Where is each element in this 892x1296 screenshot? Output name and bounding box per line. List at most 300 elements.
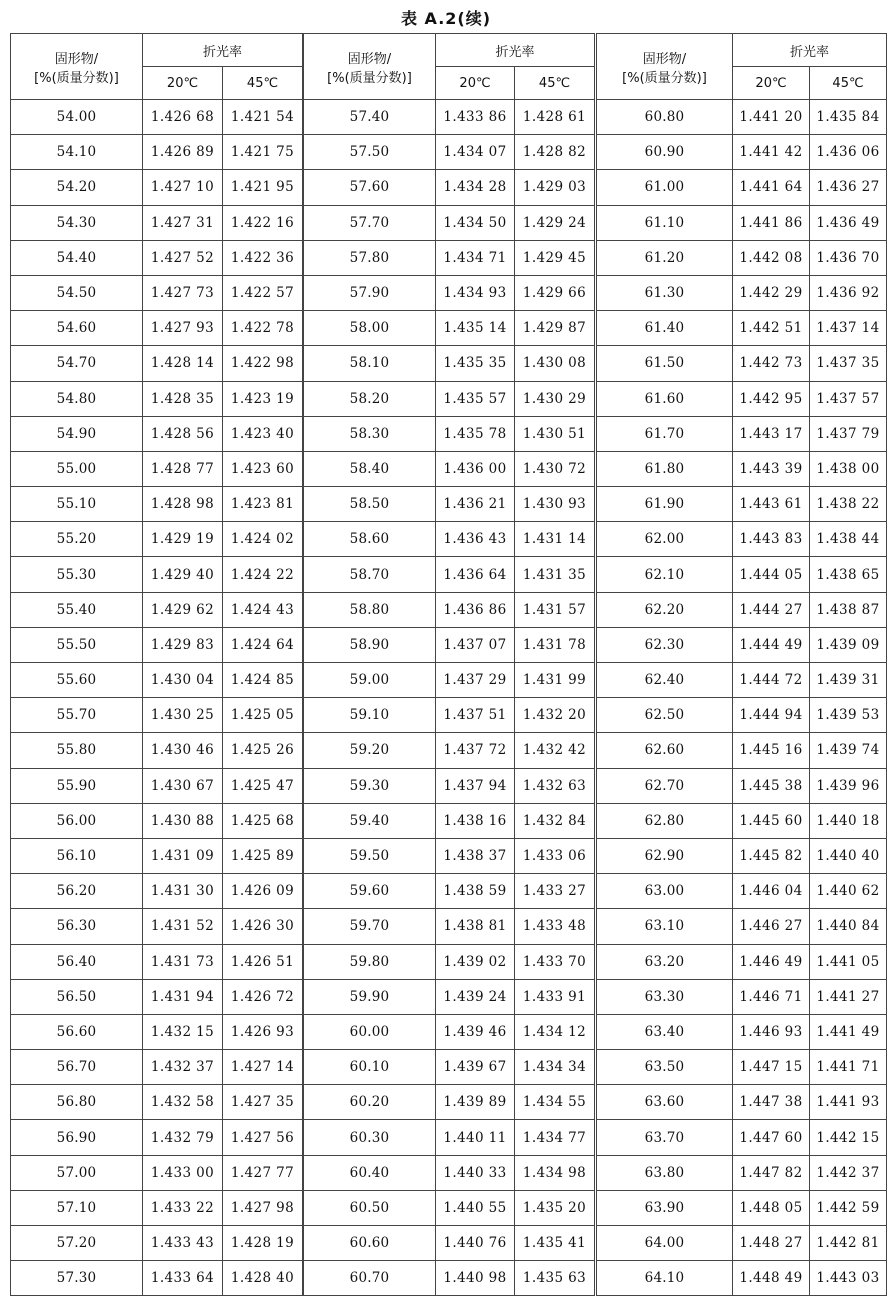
cell-solids: 56.20 bbox=[11, 874, 143, 909]
cell-ri-20: 1.435 78 bbox=[436, 416, 515, 451]
cell-ri-45: 1.427 98 bbox=[223, 1190, 303, 1225]
cell-ri-45: 1.427 14 bbox=[223, 1050, 303, 1085]
cell-ri-45: 1.439 09 bbox=[810, 627, 887, 662]
cell-ri-45: 1.428 40 bbox=[223, 1261, 303, 1296]
cell-ri-20: 1.448 49 bbox=[733, 1261, 810, 1296]
cell-ri-20: 1.428 35 bbox=[143, 381, 223, 416]
cell-ri-20: 1.444 94 bbox=[733, 698, 810, 733]
cell-ri-20: 1.444 27 bbox=[733, 592, 810, 627]
table-row bbox=[11, 311, 303, 346]
cell-ri-45: 1.438 00 bbox=[810, 451, 887, 486]
cell-solids: 59.40 bbox=[304, 803, 436, 838]
table-row bbox=[304, 698, 595, 733]
cell-solids: 56.50 bbox=[11, 979, 143, 1014]
cell-ri-45: 1.441 93 bbox=[810, 1085, 887, 1120]
cell-ri-45: 1.440 40 bbox=[810, 838, 887, 873]
table-row bbox=[11, 803, 303, 838]
table-row bbox=[304, 1014, 595, 1049]
cell-ri-20: 1.445 38 bbox=[733, 768, 810, 803]
table-row bbox=[11, 451, 303, 486]
cell-ri-20: 1.428 56 bbox=[143, 416, 223, 451]
cell-ri-20: 1.429 40 bbox=[143, 557, 223, 592]
table-row bbox=[11, 592, 303, 627]
table-row bbox=[304, 557, 595, 592]
table-row bbox=[11, 627, 303, 662]
cell-solids: 60.70 bbox=[304, 1261, 436, 1296]
cell-ri-20: 1.448 05 bbox=[733, 1190, 810, 1225]
cell-solids: 62.40 bbox=[597, 663, 733, 698]
cell-ri-45: 1.421 75 bbox=[223, 135, 303, 170]
cell-ri-45: 1.438 22 bbox=[810, 487, 887, 522]
cell-ri-45: 1.422 98 bbox=[223, 346, 303, 381]
cell-ri-45: 1.429 24 bbox=[515, 205, 595, 240]
table-row bbox=[304, 522, 595, 557]
cell-ri-20: 1.436 21 bbox=[436, 487, 515, 522]
cell-ri-45: 1.429 66 bbox=[515, 275, 595, 310]
cell-ri-45: 1.427 77 bbox=[223, 1155, 303, 1190]
cell-ri-20: 1.431 30 bbox=[143, 874, 223, 909]
table-row bbox=[11, 1155, 303, 1190]
cell-ri-20: 1.433 22 bbox=[143, 1190, 223, 1225]
cell-ri-20: 1.431 73 bbox=[143, 944, 223, 979]
cell-solids: 62.50 bbox=[597, 698, 733, 733]
table-row bbox=[304, 170, 595, 205]
cell-ri-20: 1.438 37 bbox=[436, 838, 515, 873]
cell-solids: 58.60 bbox=[304, 522, 436, 557]
cell-ri-45: 1.438 87 bbox=[810, 592, 887, 627]
cell-ri-45: 1.441 27 bbox=[810, 979, 887, 1014]
cell-ri-45: 1.432 20 bbox=[515, 698, 595, 733]
cell-solids: 54.60 bbox=[11, 311, 143, 346]
cell-ri-45: 1.427 56 bbox=[223, 1120, 303, 1155]
table-row bbox=[11, 1085, 303, 1120]
cell-ri-20: 1.429 19 bbox=[143, 522, 223, 557]
cell-solids: 61.00 bbox=[597, 170, 733, 205]
cell-ri-20: 1.442 73 bbox=[733, 346, 810, 381]
table-row bbox=[11, 1261, 303, 1296]
cell-solids: 55.20 bbox=[11, 522, 143, 557]
cell-solids: 57.80 bbox=[304, 240, 436, 275]
table-row bbox=[597, 135, 887, 170]
table-row bbox=[11, 557, 303, 592]
cell-ri-20: 1.427 31 bbox=[143, 205, 223, 240]
cell-solids: 63.50 bbox=[597, 1050, 733, 1085]
cell-ri-45: 1.437 14 bbox=[810, 311, 887, 346]
table-row bbox=[597, 240, 887, 275]
cell-ri-45: 1.428 61 bbox=[515, 100, 595, 135]
table-row bbox=[11, 1050, 303, 1085]
cell-ri-20: 1.437 51 bbox=[436, 698, 515, 733]
header-temp-45: 45℃ bbox=[810, 67, 887, 100]
cell-ri-20: 1.447 60 bbox=[733, 1120, 810, 1155]
table-row bbox=[597, 733, 887, 768]
cell-solids: 57.10 bbox=[11, 1190, 143, 1225]
table-row bbox=[304, 803, 595, 838]
cell-solids: 58.50 bbox=[304, 487, 436, 522]
cell-ri-45: 1.428 82 bbox=[515, 135, 595, 170]
header-solids-line2: [%(质量分数)] bbox=[622, 70, 707, 86]
table-row bbox=[11, 944, 303, 979]
cell-solids: 54.50 bbox=[11, 275, 143, 310]
cell-solids: 58.80 bbox=[304, 592, 436, 627]
cell-ri-45: 1.439 53 bbox=[810, 698, 887, 733]
cell-ri-20: 1.440 33 bbox=[436, 1155, 515, 1190]
cell-ri-20: 1.437 72 bbox=[436, 733, 515, 768]
cell-ri-20: 1.428 98 bbox=[143, 487, 223, 522]
cell-solids: 61.20 bbox=[597, 240, 733, 275]
header-temp-45: 45℃ bbox=[223, 67, 303, 100]
cell-ri-45: 1.432 63 bbox=[515, 768, 595, 803]
table-row bbox=[597, 944, 887, 979]
cell-ri-45: 1.426 93 bbox=[223, 1014, 303, 1049]
table-block-2 bbox=[303, 33, 595, 1296]
cell-solids: 61.90 bbox=[597, 487, 733, 522]
header-temp-45: 45℃ bbox=[515, 67, 595, 100]
cell-ri-45: 1.429 87 bbox=[515, 311, 595, 346]
cell-ri-45: 1.430 93 bbox=[515, 487, 595, 522]
cell-solids: 64.00 bbox=[597, 1226, 733, 1261]
cell-solids: 57.20 bbox=[11, 1226, 143, 1261]
cell-ri-20: 1.441 20 bbox=[733, 100, 810, 135]
cell-ri-45: 1.437 35 bbox=[810, 346, 887, 381]
cell-ri-20: 1.437 07 bbox=[436, 627, 515, 662]
table-row bbox=[11, 979, 303, 1014]
cell-ri-45: 1.432 42 bbox=[515, 733, 595, 768]
cell-ri-20: 1.443 83 bbox=[733, 522, 810, 557]
cell-ri-45: 1.431 78 bbox=[515, 627, 595, 662]
table-row bbox=[304, 487, 595, 522]
cell-solids: 56.10 bbox=[11, 838, 143, 873]
table-row bbox=[304, 416, 595, 451]
cell-ri-45: 1.441 05 bbox=[810, 944, 887, 979]
cell-ri-20: 1.444 05 bbox=[733, 557, 810, 592]
table-row bbox=[304, 944, 595, 979]
cell-solids: 55.40 bbox=[11, 592, 143, 627]
cell-solids: 56.40 bbox=[11, 944, 143, 979]
table-row bbox=[11, 135, 303, 170]
cell-solids: 54.40 bbox=[11, 240, 143, 275]
cell-solids: 55.70 bbox=[11, 698, 143, 733]
cell-ri-20: 1.435 57 bbox=[436, 381, 515, 416]
table-row bbox=[597, 663, 887, 698]
cell-solids: 61.80 bbox=[597, 451, 733, 486]
table-row bbox=[304, 205, 595, 240]
table-block-1 bbox=[10, 33, 303, 1296]
cell-solids: 55.80 bbox=[11, 733, 143, 768]
cell-ri-20: 1.439 67 bbox=[436, 1050, 515, 1085]
cell-solids: 58.00 bbox=[304, 311, 436, 346]
cell-solids: 55.90 bbox=[11, 768, 143, 803]
cell-ri-45: 1.433 70 bbox=[515, 944, 595, 979]
cell-ri-45: 1.429 45 bbox=[515, 240, 595, 275]
table-row bbox=[597, 1190, 887, 1225]
table-row bbox=[304, 627, 595, 662]
cell-ri-20: 1.442 51 bbox=[733, 311, 810, 346]
cell-ri-45: 1.422 57 bbox=[223, 275, 303, 310]
cell-ri-20: 1.439 89 bbox=[436, 1085, 515, 1120]
cell-ri-20: 1.434 50 bbox=[436, 205, 515, 240]
header-refractive-index: 折光率 bbox=[733, 34, 887, 67]
cell-ri-20: 1.437 29 bbox=[436, 663, 515, 698]
cell-ri-45: 1.425 26 bbox=[223, 733, 303, 768]
cell-solids: 57.50 bbox=[304, 135, 436, 170]
cell-ri-45: 1.426 30 bbox=[223, 909, 303, 944]
cell-ri-45: 1.423 60 bbox=[223, 451, 303, 486]
table-row bbox=[304, 381, 595, 416]
cell-solids: 60.80 bbox=[597, 100, 733, 135]
cell-solids: 54.80 bbox=[11, 381, 143, 416]
cell-ri-20: 1.446 49 bbox=[733, 944, 810, 979]
cell-ri-20: 1.428 14 bbox=[143, 346, 223, 381]
header-refractive-index: 折光率 bbox=[436, 34, 595, 67]
cell-ri-45: 1.434 12 bbox=[515, 1014, 595, 1049]
cell-ri-20: 1.438 16 bbox=[436, 803, 515, 838]
cell-solids: 54.30 bbox=[11, 205, 143, 240]
table-row bbox=[304, 346, 595, 381]
cell-ri-45: 1.425 89 bbox=[223, 838, 303, 873]
table-row bbox=[304, 1120, 595, 1155]
cell-ri-20: 1.436 00 bbox=[436, 451, 515, 486]
cell-ri-20: 1.437 94 bbox=[436, 768, 515, 803]
cell-solids: 56.00 bbox=[11, 803, 143, 838]
cell-solids: 58.90 bbox=[304, 627, 436, 662]
cell-ri-45: 1.424 02 bbox=[223, 522, 303, 557]
cell-ri-20: 1.447 15 bbox=[733, 1050, 810, 1085]
cell-ri-20: 1.430 04 bbox=[143, 663, 223, 698]
table-row bbox=[304, 733, 595, 768]
table-row bbox=[11, 170, 303, 205]
cell-solids: 58.10 bbox=[304, 346, 436, 381]
cell-solids: 63.80 bbox=[597, 1155, 733, 1190]
table-row bbox=[11, 1014, 303, 1049]
table-row bbox=[304, 874, 595, 909]
cell-ri-20: 1.435 35 bbox=[436, 346, 515, 381]
cell-solids: 56.30 bbox=[11, 909, 143, 944]
table-row bbox=[304, 1261, 595, 1296]
table-row bbox=[597, 1155, 887, 1190]
cell-ri-45: 1.427 35 bbox=[223, 1085, 303, 1120]
table-row bbox=[597, 275, 887, 310]
cell-solids: 59.30 bbox=[304, 768, 436, 803]
cell-solids: 61.70 bbox=[597, 416, 733, 451]
cell-ri-20: 1.440 55 bbox=[436, 1190, 515, 1225]
cell-ri-45: 1.430 51 bbox=[515, 416, 595, 451]
cell-solids: 56.70 bbox=[11, 1050, 143, 1085]
cell-ri-45: 1.431 35 bbox=[515, 557, 595, 592]
cell-solids: 58.70 bbox=[304, 557, 436, 592]
cell-ri-45: 1.425 05 bbox=[223, 698, 303, 733]
cell-solids: 61.30 bbox=[597, 275, 733, 310]
cell-ri-20: 1.446 93 bbox=[733, 1014, 810, 1049]
table-row bbox=[597, 487, 887, 522]
table-row bbox=[597, 100, 887, 135]
cell-ri-20: 1.431 94 bbox=[143, 979, 223, 1014]
cell-solids: 55.00 bbox=[11, 451, 143, 486]
header-solids bbox=[597, 34, 733, 100]
cell-ri-45: 1.442 15 bbox=[810, 1120, 887, 1155]
cell-ri-45: 1.424 22 bbox=[223, 557, 303, 592]
table-row bbox=[11, 1190, 303, 1225]
cell-ri-45: 1.436 49 bbox=[810, 205, 887, 240]
table-row bbox=[597, 557, 887, 592]
table-row bbox=[11, 909, 303, 944]
cell-ri-20: 1.439 02 bbox=[436, 944, 515, 979]
cell-ri-45: 1.435 20 bbox=[515, 1190, 595, 1225]
cell-ri-20: 1.434 71 bbox=[436, 240, 515, 275]
table-row bbox=[304, 100, 595, 135]
table-row bbox=[597, 205, 887, 240]
table-row bbox=[304, 979, 595, 1014]
cell-solids: 56.90 bbox=[11, 1120, 143, 1155]
table-row bbox=[597, 627, 887, 662]
cell-ri-45: 1.430 72 bbox=[515, 451, 595, 486]
cell-ri-20: 1.428 77 bbox=[143, 451, 223, 486]
cell-ri-20: 1.431 52 bbox=[143, 909, 223, 944]
table-row bbox=[304, 1155, 595, 1190]
cell-solids: 54.20 bbox=[11, 170, 143, 205]
cell-solids: 63.00 bbox=[597, 874, 733, 909]
cell-ri-20: 1.434 28 bbox=[436, 170, 515, 205]
cell-solids: 58.40 bbox=[304, 451, 436, 486]
cell-solids: 63.70 bbox=[597, 1120, 733, 1155]
cell-solids: 60.50 bbox=[304, 1190, 436, 1225]
cell-ri-45: 1.443 03 bbox=[810, 1261, 887, 1296]
cell-ri-45: 1.426 51 bbox=[223, 944, 303, 979]
cell-solids: 56.60 bbox=[11, 1014, 143, 1049]
table-row bbox=[304, 663, 595, 698]
cell-ri-20: 1.442 29 bbox=[733, 275, 810, 310]
cell-ri-45: 1.422 78 bbox=[223, 311, 303, 346]
cell-ri-20: 1.447 82 bbox=[733, 1155, 810, 1190]
cell-solids: 57.40 bbox=[304, 100, 436, 135]
table-row bbox=[597, 874, 887, 909]
cell-ri-45: 1.431 14 bbox=[515, 522, 595, 557]
cell-ri-45: 1.438 65 bbox=[810, 557, 887, 592]
cell-ri-20: 1.431 09 bbox=[143, 838, 223, 873]
cell-solids: 62.60 bbox=[597, 733, 733, 768]
table-row bbox=[11, 416, 303, 451]
table-row bbox=[597, 592, 887, 627]
cell-ri-45: 1.424 85 bbox=[223, 663, 303, 698]
cell-ri-20: 1.427 52 bbox=[143, 240, 223, 275]
header-solids bbox=[304, 34, 436, 100]
cell-ri-45: 1.436 06 bbox=[810, 135, 887, 170]
cell-ri-20: 1.430 46 bbox=[143, 733, 223, 768]
cell-ri-20: 1.430 67 bbox=[143, 768, 223, 803]
table-row bbox=[11, 522, 303, 557]
cell-ri-45: 1.433 06 bbox=[515, 838, 595, 873]
table-row bbox=[304, 275, 595, 310]
cell-ri-20: 1.433 00 bbox=[143, 1155, 223, 1190]
cell-solids: 57.60 bbox=[304, 170, 436, 205]
cell-solids: 62.80 bbox=[597, 803, 733, 838]
cell-ri-20: 1.436 64 bbox=[436, 557, 515, 592]
cell-ri-20: 1.429 83 bbox=[143, 627, 223, 662]
cell-ri-45: 1.439 31 bbox=[810, 663, 887, 698]
cell-solids: 61.10 bbox=[597, 205, 733, 240]
cell-ri-45: 1.433 91 bbox=[515, 979, 595, 1014]
cell-ri-45: 1.423 19 bbox=[223, 381, 303, 416]
cell-solids: 61.50 bbox=[597, 346, 733, 381]
table-row bbox=[11, 381, 303, 416]
cell-ri-45: 1.423 81 bbox=[223, 487, 303, 522]
header-solids-line1: 固形物/ bbox=[54, 51, 99, 67]
cell-ri-20: 1.446 71 bbox=[733, 979, 810, 1014]
cell-solids: 60.40 bbox=[304, 1155, 436, 1190]
cell-ri-20: 1.434 07 bbox=[436, 135, 515, 170]
cell-solids: 59.60 bbox=[304, 874, 436, 909]
cell-ri-45: 1.428 19 bbox=[223, 1226, 303, 1261]
cell-ri-45: 1.433 27 bbox=[515, 874, 595, 909]
cell-ri-45: 1.421 95 bbox=[223, 170, 303, 205]
cell-solids: 60.20 bbox=[304, 1085, 436, 1120]
table-row bbox=[597, 451, 887, 486]
cell-ri-45: 1.442 59 bbox=[810, 1190, 887, 1225]
cell-ri-20: 1.439 24 bbox=[436, 979, 515, 1014]
cell-solids: 59.00 bbox=[304, 663, 436, 698]
cell-ri-20: 1.438 81 bbox=[436, 909, 515, 944]
cell-solids: 60.10 bbox=[304, 1050, 436, 1085]
cell-ri-45: 1.422 16 bbox=[223, 205, 303, 240]
cell-ri-45: 1.434 98 bbox=[515, 1155, 595, 1190]
cell-ri-45: 1.434 34 bbox=[515, 1050, 595, 1085]
cell-ri-45: 1.438 44 bbox=[810, 522, 887, 557]
cell-ri-45: 1.435 41 bbox=[515, 1226, 595, 1261]
table-row bbox=[597, 522, 887, 557]
cell-ri-20: 1.440 76 bbox=[436, 1226, 515, 1261]
cell-ri-20: 1.426 68 bbox=[143, 100, 223, 135]
cell-ri-20: 1.443 17 bbox=[733, 416, 810, 451]
cell-ri-45: 1.437 79 bbox=[810, 416, 887, 451]
cell-solids: 54.90 bbox=[11, 416, 143, 451]
cell-solids: 63.60 bbox=[597, 1085, 733, 1120]
cell-solids: 62.70 bbox=[597, 768, 733, 803]
table-row bbox=[597, 768, 887, 803]
cell-ri-20: 1.441 64 bbox=[733, 170, 810, 205]
cell-solids: 63.30 bbox=[597, 979, 733, 1014]
table-row bbox=[597, 1261, 887, 1296]
cell-ri-20: 1.436 86 bbox=[436, 592, 515, 627]
cell-ri-20: 1.440 11 bbox=[436, 1120, 515, 1155]
header-solids-line1: 固形物/ bbox=[347, 51, 392, 67]
cell-ri-20: 1.429 62 bbox=[143, 592, 223, 627]
cell-ri-45: 1.431 57 bbox=[515, 592, 595, 627]
cell-solids: 62.30 bbox=[597, 627, 733, 662]
table-row bbox=[597, 1120, 887, 1155]
cell-ri-20: 1.442 95 bbox=[733, 381, 810, 416]
cell-ri-45: 1.439 74 bbox=[810, 733, 887, 768]
header-solids bbox=[11, 34, 143, 100]
table-row bbox=[597, 346, 887, 381]
header-solids-line2: [%(质量分数)] bbox=[327, 70, 412, 86]
table-row bbox=[304, 311, 595, 346]
table-row bbox=[11, 768, 303, 803]
table-row bbox=[11, 874, 303, 909]
cell-ri-45: 1.433 48 bbox=[515, 909, 595, 944]
cell-solids: 54.70 bbox=[11, 346, 143, 381]
table-row bbox=[11, 733, 303, 768]
cell-ri-45: 1.432 84 bbox=[515, 803, 595, 838]
cell-ri-45: 1.430 29 bbox=[515, 381, 595, 416]
cell-solids: 54.00 bbox=[11, 100, 143, 135]
cell-ri-20: 1.427 93 bbox=[143, 311, 223, 346]
table-row bbox=[304, 1050, 595, 1085]
cell-ri-20: 1.432 79 bbox=[143, 1120, 223, 1155]
table-row bbox=[597, 698, 887, 733]
table-row bbox=[304, 1085, 595, 1120]
table-row bbox=[304, 1226, 595, 1261]
cell-solids: 54.10 bbox=[11, 135, 143, 170]
